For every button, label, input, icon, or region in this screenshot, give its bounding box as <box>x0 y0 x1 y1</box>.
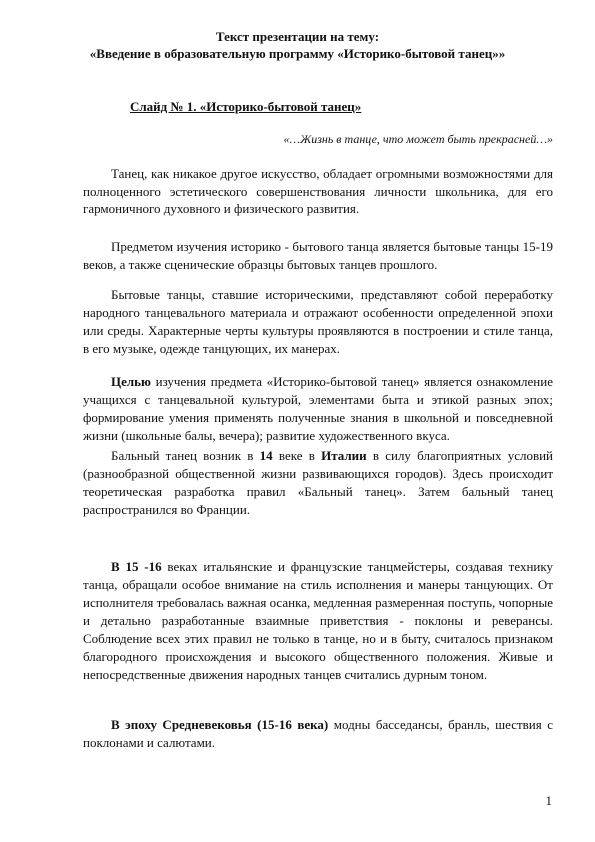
middle-ages-bold-text: В эпоху Средневековья (15-16 века) <box>111 717 329 732</box>
paragraph-subject: Предметом изучения историко - бытового танца является бытовые танцы 15-19 веков, а также сценические образцы бытовых танцев прошлого. <box>83 239 553 272</box>
slide-heading: Слайд № 1. «Историко-бытовой танец» <box>130 99 362 114</box>
century-text: веках итальянские и французские танцмейстеры, создавая технику танца, обращали особое внимание на стиль исполнения и манеры танцующих. От исполнителя требовалась важная осанка, медленная размеренная поступь, чопорные и детально разработанные взаимные приветствия - поклоны и реверансы. Соблюдение всех этих правил не только в танце, но и в быту, считалось признаком благородного происхождения и высокого общественного положения. Живые и непосредственные движения народных танцев считались дурным тоном. <box>83 559 553 682</box>
page-number: 1 <box>545 793 552 808</box>
century-bold-text: В 15 -16 <box>111 559 162 574</box>
origin-text-d: в силу благоприятных условий (разнообразной общественной жизни развивающихся городов). Здесь происходит теоретическая разработка правил «Бальный танец». Затем бальный танец распространился во Франции. <box>83 448 554 517</box>
epigraph: «…Жизнь в танце, что может быть прекрасней…» <box>283 132 553 146</box>
paragraph-middle-ages <box>83 716 553 752</box>
paragraph-15-16-century <box>83 558 553 684</box>
origin-text-a: Бальный танец возник в <box>111 448 260 463</box>
goal-text: изучения предмета «Историко-бытовой танец» является ознакомление учащихся с танцевальной культурой, элементами быта и этикой разных эпох; формирование умения применять полученные знания в школьной и повседневной жизни (школьные балы, вечера); развитие художественного вкуса. <box>83 374 553 443</box>
document-title-line-1: Текст презентации на тему: <box>215 29 380 44</box>
origin-country-bold: Италии <box>321 448 367 463</box>
middle-ages-text: модны басседанcы, бранль, шествия с поклонами и салютами. <box>83 717 553 750</box>
paragraph-ballroom-origin <box>83 447 553 519</box>
origin-century-bold: 14 <box>259 448 273 463</box>
paragraph-historical-dances: Бытовые танцы, ставшие историческими, представляют собой переработку народного танцевального материала и отражают особенности определенной эпохи или среды. Характерные черты культуры проявляются в построении и стиле танца, в его музыке, одежде танцующих, их манерах. <box>83 287 553 356</box>
origin-text-c: веке в <box>272 448 322 463</box>
goal-bold-text: Целью <box>111 374 151 389</box>
paragraph-goal <box>83 373 553 445</box>
document-title-line-2: «Введение в образовательную программу «Историко-бытовой танец»» <box>89 46 506 61</box>
paragraph-intro: Танец, как никакое другое искусство, обладает огромными возможностями для полноценного эстетического совершенствования личности школьника, для его гармоничного духовного и физического развития. <box>83 166 553 216</box>
